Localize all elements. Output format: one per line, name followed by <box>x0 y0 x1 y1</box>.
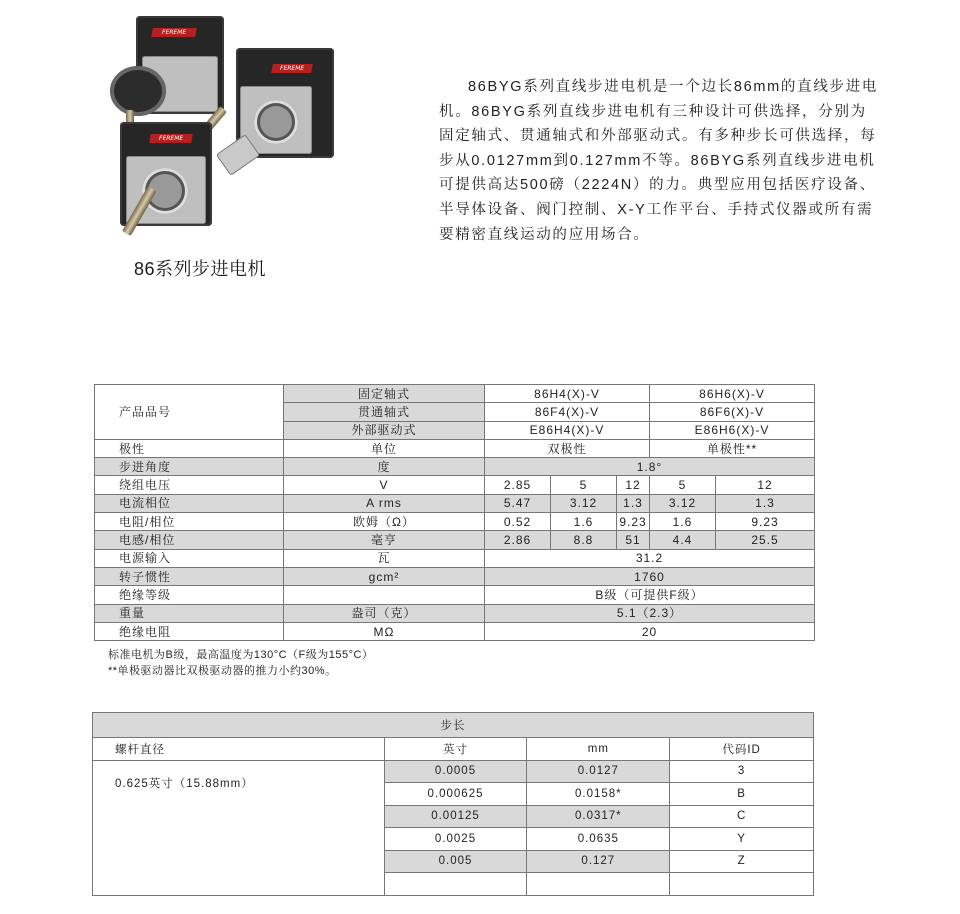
product-description: 86BYG系列直线步进电机是一个边长86mm的直线步进电机。86BYG系列直线步进电机有三种设计可供选择，分别为固定轴式、贯通轴式和外部驱动式。有多种步长可供选择，每步从0.0127mm到0.127mm不等。86BYG系列直线步进电机可提供高达500磅（2224N）的力。典型应用包括医疗设备、半导体设备、阀门控制、X-Y工作平台、手持式仪器或所有需要精密直线运动的应用场合。 <box>439 79 879 243</box>
table-row: 转子惯性 gcm² 1760 <box>95 567 815 585</box>
step-length-table <box>92 712 814 896</box>
product-caption: 86系列步进电机 <box>134 259 267 279</box>
table-row: 产品品号 固定轴式 86H4(X)-V 86H6(X)-V <box>95 385 815 403</box>
step-table-title: 步长 <box>93 713 814 738</box>
spec-table <box>94 384 815 641</box>
brand-label: FEREME <box>151 28 197 37</box>
motor-product-photo <box>108 10 344 245</box>
table-row: 贯通轴式 86F4(X)-V 86F6(X)-V <box>95 403 815 421</box>
table-row: 电感/相位 毫亨 2.86 8.8 51 4.4 25.5 <box>95 531 815 549</box>
table-row: 0.005 0.127 Z <box>93 850 814 873</box>
table-row: 步进角度 度 1.8° <box>95 458 815 476</box>
table-row: 重量 盎司（克） 5.1（2.3） <box>95 604 815 622</box>
brand-label: FEREME <box>271 64 313 73</box>
table-row: 极性 单位 双极性 单极性** <box>95 439 815 457</box>
table-row: 电流相位 A rms 5.47 3.12 1.3 3.12 1.3 <box>95 494 815 512</box>
table-row: 0.0025 0.0635 Y <box>93 828 814 851</box>
table-row: 0.00125 0.0317* C <box>93 805 814 828</box>
diameter-label: 螺杆直径 <box>93 738 385 761</box>
table-row: 外部驱动式 E86H4(X)-V E86H6(X)-V <box>95 421 815 439</box>
table-row: 螺杆直径 英寸 mm 代码ID <box>93 738 814 761</box>
table-row: 0.000625 0.0158* B <box>93 783 814 806</box>
footnote: 标准电机为B级，最高温度为130°C（F级为155°C） <box>108 649 374 661</box>
footnote: **单极驱动器比双极驱动器的推力小约30%。 <box>108 665 337 677</box>
table-row <box>93 713 814 738</box>
table-row: 绝缘电阻 MΩ 20 <box>95 622 815 640</box>
table-row: 电阻/相位 欧姆（Ω） 0.52 1.6 9.23 1.6 9.23 <box>95 513 815 531</box>
table-row: 绝缘等级 B级（可提供F级） <box>95 586 815 604</box>
motor-flange <box>110 66 166 116</box>
product-label: 产品品号 <box>95 385 284 440</box>
table-row: 0.625英寸（15.88mm） 0.0005 0.0127 3 <box>93 760 814 783</box>
table-row: 绕组电压 V 2.85 5 12 5 12 <box>95 476 815 494</box>
diameter-value: 0.625英寸（15.88mm） <box>93 760 385 895</box>
table-row: 电源输入 瓦 31.2 <box>95 549 815 567</box>
brand-label: FEREME <box>149 134 193 143</box>
